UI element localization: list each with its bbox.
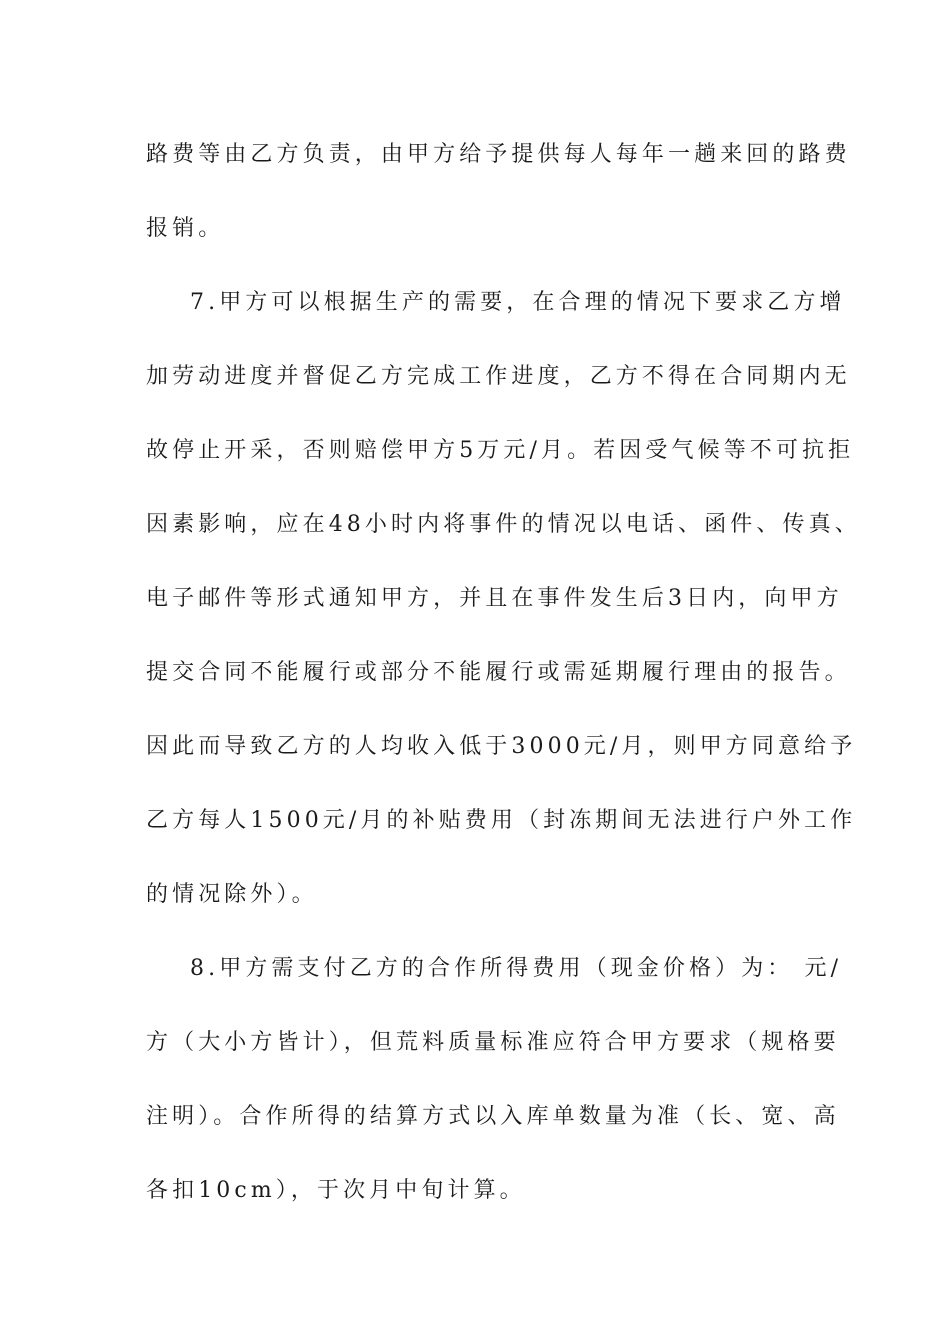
- text-line: 故停止开采，否则赔偿甲方5万元/月。若因受气候等不可抗拒: [146, 438, 855, 463]
- text-line: 提交合同不能履行或部分不能履行或需延期履行理由的报告。: [146, 660, 851, 685]
- text-line: 报销。: [146, 216, 225, 241]
- text-line: 方（大小方皆计），但荒料质量标准应符合甲方要求（规格要: [146, 1030, 840, 1055]
- text-line: 因此而导致乙方的人均收入低于3000元/月，则甲方同意给予: [146, 734, 857, 759]
- paragraph-8-start: 8.甲方需支付乙方的合作所得费用（现金价格）为： 元/: [190, 956, 843, 981]
- text-line: 因素影响，应在48小时内将事件的情况以电话、函件、传真、: [146, 512, 861, 537]
- text-line: 的情况除外）。: [146, 882, 318, 907]
- paragraph-7-start: 7.甲方可以根据生产的需要，在合理的情况下要求乙方增: [190, 290, 846, 315]
- text-line: 乙方每人1500元/月的补贴费用（封冻期间无法进行户外工作: [146, 808, 857, 833]
- text-line: 各扣10cm），于次月中旬计算。: [146, 1178, 526, 1203]
- text-line: 注明）。合作所得的结算方式以入库单数量为准（长、宽、高: [146, 1104, 840, 1129]
- text-line: 电子邮件等形式通知甲方，并且在事件发生后3日内，向甲方: [146, 586, 843, 611]
- text-line: 加劳动进度并督促乙方完成工作进度，乙方不得在合同期内无: [146, 364, 851, 389]
- text-line: 路费等由乙方负责，由甲方给予提供每人每年一趟来回的路费: [146, 142, 851, 167]
